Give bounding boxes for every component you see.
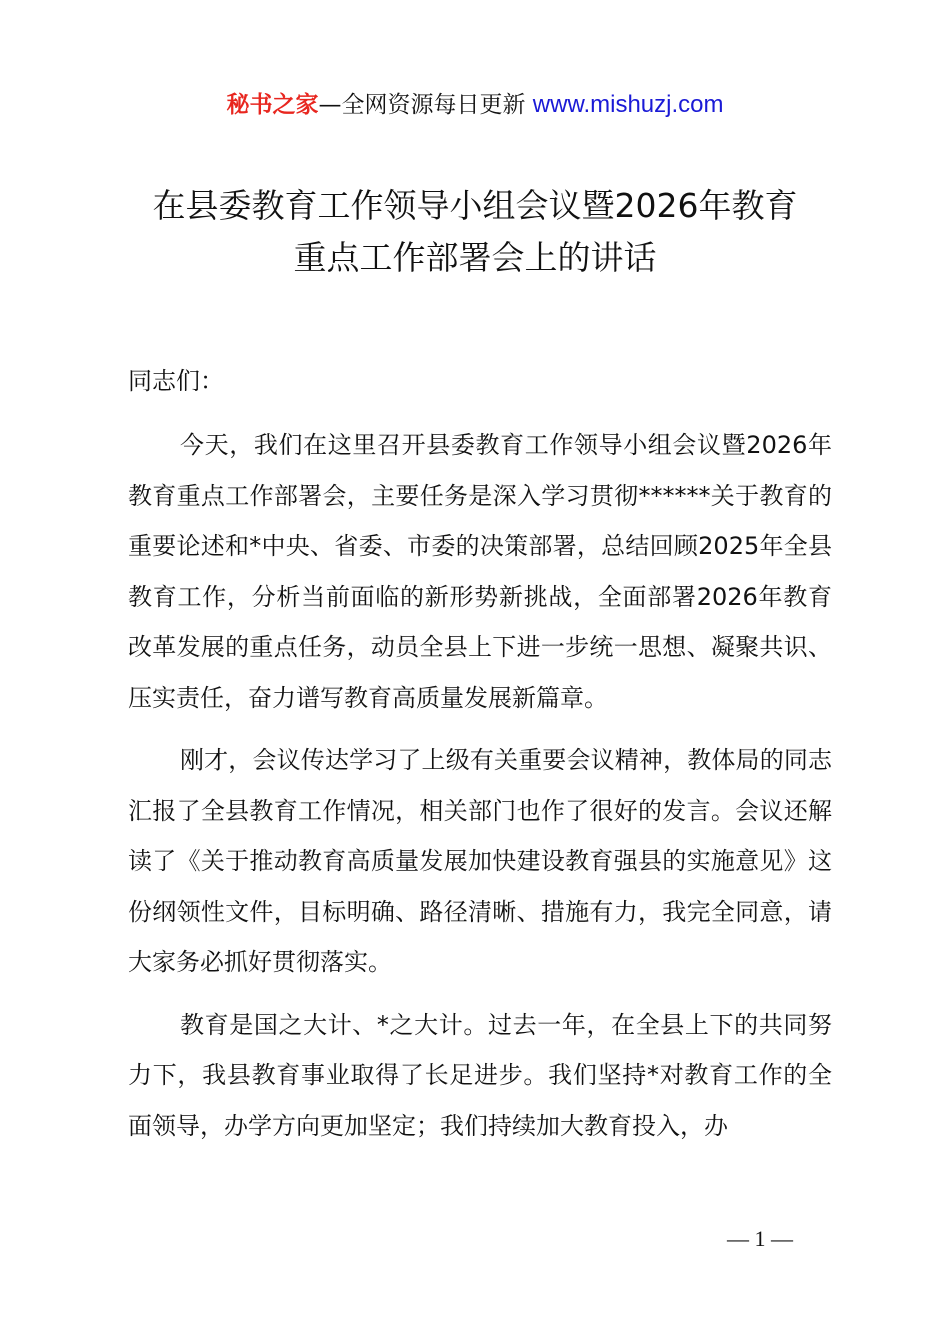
brand-name: 秘书之家: [226, 92, 319, 118]
body-paragraph: 刚才，会议传达学习了上级有关重要会议精神，教体局的同志汇报了全县教育工作情况，相关部门也作了很好的发言。会议还解读了《关于推动教育高质量发展加快建设教育强县的实施意见》这份纲领性文件，目标明确、路径清晰、措施有力，我完全同意，请大家务必抓好贯彻落实。: [128, 746, 832, 976]
site-url-link[interactable]: www.mishuzj.com: [532, 91, 724, 118]
page-number: — 1 —: [727, 1226, 793, 1251]
speech-body: [128, 420, 832, 1151]
body-paragraph: 教育是国之大计、*之大计。过去一年，在全县上下的共同努力下，我县教育事业取得了长足进步。我们坚持*对教育工作的全面领导，办学方向更加坚定；我们持续加大教育投入，办: [128, 1010, 832, 1140]
header-tagline: —全网资源每日更新: [318, 92, 526, 118]
salutation: 同志们：: [128, 367, 224, 395]
site-header: [0, 88, 950, 122]
title-line-2: 重点工作部署会上的讲话: [293, 238, 657, 277]
body-paragraph: 今天，我们在这里召开县委教育工作领导小组会议暨2026年教育重点工作部署会，主要任务是深入学习贯彻******关于教育的重要论述和*中央、省委、市委的决策部署，总结回顾2025年全县教育工作，分析当前面临的新形势新挑战，全面部署2026年教育改革发展的重点任务，动员全县上下进一步统一思想、凝聚共识、压实责任，奋力谱写教育高质量发展新篇章。: [128, 431, 832, 712]
title-line-1: 在县委教育工作领导小组会议暨2026年教育: [152, 186, 798, 225]
document-title: [110, 180, 840, 284]
